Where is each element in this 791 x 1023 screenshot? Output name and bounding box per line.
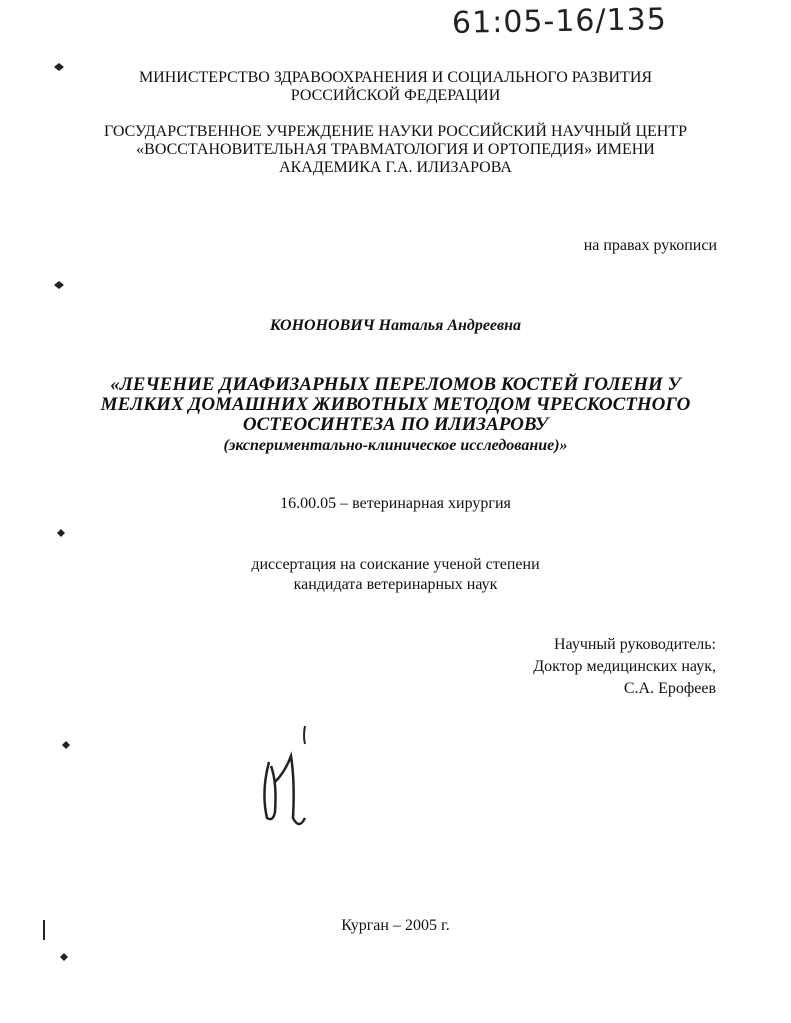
institution-line-2: «ВОССТАНОВИТЕЛЬНАЯ ТРАВМАТОЛОГИЯ И ОРТОПЕДИЯ» ИМЕНИ xyxy=(136,141,655,158)
degree-line-2: кандидата ветеринарных наук xyxy=(293,576,498,593)
supervisor-name: С.А. Ерофеев xyxy=(623,680,716,697)
ministry-line-1: МИНИСТЕРСТВО ЗДРАВООХРАНЕНИЯ И СОЦИАЛЬНОГО РАЗВИТИЯ xyxy=(138,69,653,86)
supervisor-label: Научный руководитель: xyxy=(553,636,716,653)
archive-code-handwritten: 61:05-16/135 xyxy=(451,2,668,41)
institution-line-3: АКАДЕМИКА Г.А. ИЛИЗАРОВА xyxy=(279,159,512,176)
scan-mark xyxy=(52,280,66,290)
author-given-names: Наталья Андреевна xyxy=(378,317,522,334)
thesis-title-line-3: ОСТЕОСИНТЕЗА ПО ИЛИЗАРОВУ xyxy=(242,414,549,435)
thesis-title-line-1: «ЛЕЧЕНИЕ ДИАФИЗАРНЫХ ПЕРЕЛОМОВ КОСТЕЙ ГОЛЕНИ У xyxy=(110,374,681,395)
author-name xyxy=(0,316,791,336)
manuscript-note: на правах рукописи xyxy=(583,237,717,254)
signature xyxy=(255,722,325,832)
supervisor-title: Доктор медицинских наук, xyxy=(533,658,716,675)
scan-mark xyxy=(58,952,70,962)
scan-mark xyxy=(60,740,72,750)
thesis-title-line-2: МЕЛКИХ ДОМАШНИХ ЖИВОТНЫХ МЕТОДОМ ЧРЕСКОСТНОГО xyxy=(100,394,691,415)
author-surname: КОНОНОВИЧ xyxy=(269,317,375,334)
supervisor-block xyxy=(533,634,716,700)
ministry-line-2: РОССИЙСКОЙ ФЕДЕРАЦИИ xyxy=(290,87,501,104)
degree-line-1: диссертация на соискание ученой степени xyxy=(251,556,540,573)
institution-line-1: ГОСУДАРСТВЕННОЕ УЧРЕЖДЕНИЕ НАУКИ РОССИЙСКИЙ НАУЧНЫЙ ЦЕНТР xyxy=(103,123,688,140)
thesis-subtitle: (экспериментально-клиническое исследование)» xyxy=(223,437,568,454)
place-year: Курган – 2005 г. xyxy=(341,917,450,934)
specialty: 16.00.05 – ветеринарная хирургия xyxy=(280,495,511,512)
scan-mark xyxy=(55,528,67,538)
